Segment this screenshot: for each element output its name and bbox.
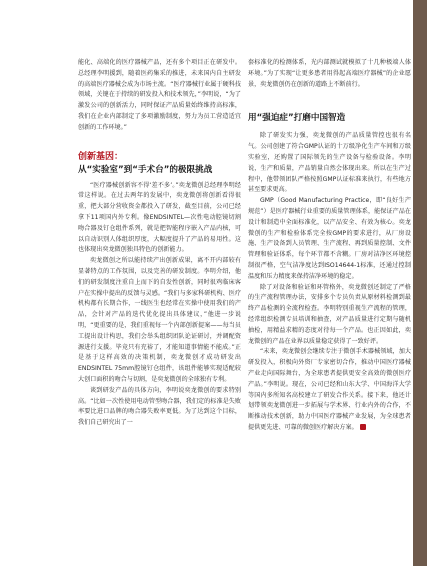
body-paragraph: GMP（Good Manufacturing Practice，即“良好生产规范”）是医疗器械行业重要的质量管理体系，能保证产品在设计和制造中全面标准化，以产品安全、有效为核心。奕龙微创的生产和检验体系完全按GMP的要求进行，从厂房设施、生产设备到人员管理、生产流程、再到质量控制、文件管理和验证体系，每个环节都不含糊。厂房对洁净区环境控制很严格，空气洁净度达到ISO14644-1标准，还通过控制温度和压力精度来保持洁净环境的稳定。: [248, 197, 411, 280]
end-mark-icon: [360, 424, 366, 430]
intro-paragraph: 套标准化的检测体系，光内部测试就模拟了十几种极端人体环境。”为了实现“让更多患者用得起高端医疗器械”的企业愿景，奕龙微创仍在创新的道路上不断前行。: [248, 59, 411, 88]
body-paragraph: 除了研发实力强，奕龙微创的产品质量管控也很有名气。公司创建了符合GMP认证的十万级净化生产车间和万级实验室，还购置了国际领先的生产设备与检验设备。李明说，生产和质量，产品销量自然会体现出来。所以在生产过程中，他带领团队严格按照GMP认证标准来执行，有些地方甚至要求更高。: [248, 132, 411, 194]
section-title: 从“实验室”到“手术台”的极限挑战: [78, 164, 213, 175]
intro-paragraph: 能化、高端化的医疗器械产品，还有多个项目正在研发中。总经理李明援到，随着医药集采的推进，未来国内自主研发的高端医疗器械会成为市场主流。“医疗器械行业属于硬科技领域，关键在于持续的研发投入和技术领先，”李明说，“为了激发公司的创新活力，同时保证产品质量始终维持高标准，我们在企业内部制定了多项激励制度，努力为员工营造适宜创新的工作环境。”: [78, 59, 241, 131]
section-heading-innovation: [78, 150, 241, 177]
right-column: [248, 58, 411, 434]
body-paragraph: 谈到研发产品的具体方向，李明说奕龙微创的要求特别高。“比如一次性使用电动管型吻合器，我们定的标准是失败率要比进口品牌的吻合器失败率更低。为了达到这个目标，我们自己研究出了一: [78, 386, 241, 427]
body-paragraph: 奕龙微创之所以能持续产出创新成果，离不开内部较有显著特点的工作氛围，以及完善的研发制度。李明介绍，他们的研发制度注重自上而下的自发性创新，同时很鸡临床客户在实操中提出的反馈与灵感。“我们与多家科研机构、医疗机构都有长期合作，一线医生也经常在实操中使用我们的产品，会针对产品的迭代优化提出具体建议，”他进一步说明，“更重要的是，我们重视每一个内部创新提案——每当员工提出设计构思，我们会举头组织团队论证研讨，并调配资源进行支援。毕竟只有充裕了，才能知道事情能不能成。”正是基于这样高效的决策机制，奕龙微创才成功研发出ENDSINTEL 75mm腔镜钉仓组件，该组件能够实现适配较大创口面积的吻合与切割，是奕龙微创的全球独有专利。: [78, 257, 241, 383]
body-paragraph: [248, 347, 411, 433]
body-paragraph: “医疗器械创新容不得‘差不多’。”奕龙微创总经理李明经常这样说。在过去两年的发展中，奕龙微创将创新看得很重，把大部分营收资金都投入了研发，截至目前，公司已经拿下11项国内外专利。像ENDSINTEL—次性电动腔镜切割吻合器及钉仓组件系列，就是把智能程序嵌入产品内核，可以自动识别人体组织厚度，大幅度提升了产品的易用性。这也体现出奕龙微创独具特色的创新能力。: [78, 181, 241, 254]
closing-paragraph-text: “未来，奕龙微创会继续专注于微创手术器械领域，加大研发投入，积极向外资厂专家密切合作，推动中国医疗器械产业走向国际舞台，为全球患者提供更安全高效的微创医疗产品。”李明说。现在，公司已经和山东大学、中国海洋大学等国内多所知名高校建立了研发合作关系。接下来，他还计划带领奕龙微创进一步拓展与学术界、行业内外的合作，不断推动技术创新，助力中国医疗器械产业发展，为全球患者提供更先进、可靠的微创医疗解决方案。: [248, 348, 411, 431]
section-label: 创新基因：: [78, 151, 124, 162]
section-heading-quality: [248, 112, 411, 125]
body-paragraph: 除了对设备和验证和环管格外，奕龙微创还制定了严格的生产流程管理办法，安排多个专员负责从原材料检测到最终产品检测的全流程检查。李明特别重视生产流程的管理，经常组织检测专员培训和抽查，对产品质量进行定期与随机抽检，用精益求精的态度对待每一个产品。也正因如此，奕龙微创的产品在业界以质量稳定获得了一致好评。: [248, 283, 411, 345]
section-title: 用“强迫症”打磨中国智造: [248, 113, 346, 124]
left-column: [78, 58, 241, 429]
